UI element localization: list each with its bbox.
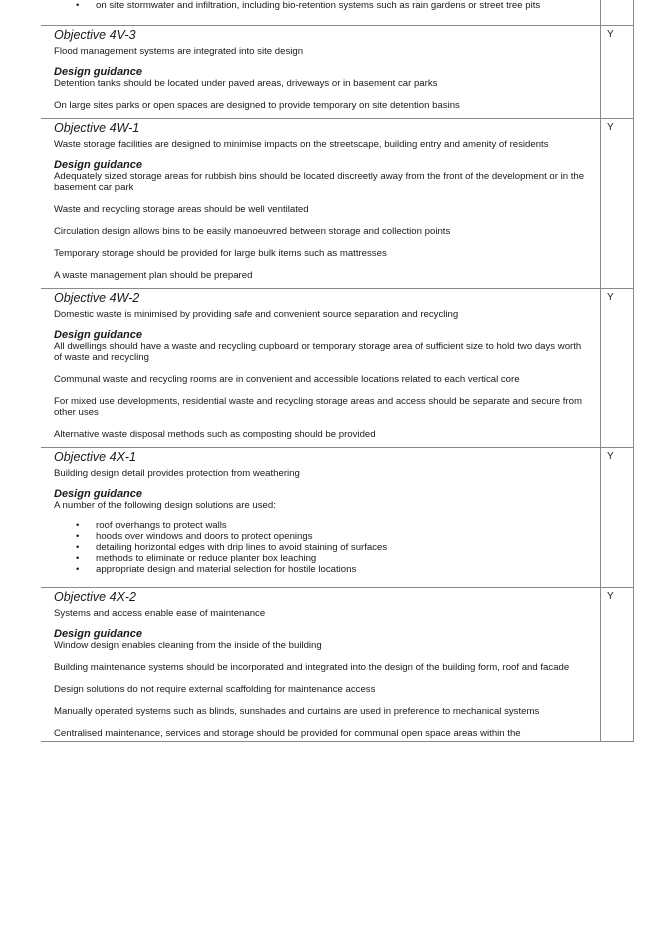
row-content (41, 26, 601, 118)
compliance-flag: Y (607, 591, 614, 602)
row-content (41, 448, 601, 587)
design-guidance-heading: Design guidance (54, 159, 143, 171)
guidance-item: Temporary storage should be provided for large bulk items such as mattresses (54, 248, 387, 259)
guidance-item: Alternative waste disposal methods such as composting should be provided (54, 429, 376, 440)
compliance-flag: Y (607, 122, 614, 133)
design-guidance-heading: Design guidance (54, 628, 143, 640)
table-row-objective-4v-3 (41, 26, 633, 119)
table-row-objective-4x-2 (41, 588, 633, 742)
objective-description: Systems and access enable ease of maintenance (54, 608, 266, 619)
objective-description: Building design detail provides protection from weathering (54, 468, 300, 479)
guidance-item: Circulation design allows bins to be easily manoeuvred between storage and collection points (54, 226, 451, 237)
row-content (41, 588, 601, 741)
row-content (41, 289, 601, 447)
objective-description: Waste storage facilities are designed to minimise impacts on the streetscape, building entry and amenity of residents (54, 139, 549, 150)
objective-title: Objective 4V-3 (54, 28, 136, 42)
table-row-fragment (41, 0, 633, 26)
table-row-objective-4w-1 (41, 119, 633, 289)
guidance-item: Building maintenance systems should be incorporated and integrated into the design of the building form, roof and facade (54, 662, 570, 673)
guidance-item: A waste management plan should be prepared (54, 270, 253, 281)
bullet-item: • appropriate design and material selection for hostile locations (96, 564, 588, 575)
row-content (41, 119, 601, 288)
guidance-item: Detention tanks should be located under paved areas, driveways or in basement car parks (54, 78, 438, 89)
row-flag (601, 0, 633, 25)
table-row-objective-4x-1 (41, 448, 633, 588)
guidance-table (41, 0, 634, 742)
objective-description: Flood management systems are integrated into site design (54, 46, 304, 57)
bullet-item: • roof overhangs to protect walls (96, 520, 588, 531)
design-guidance-heading: Design guidance (54, 66, 143, 78)
objective-title: Objective 4X-2 (54, 590, 136, 604)
compliance-flag: Y (607, 451, 614, 462)
guidance-item: All dwellings should have a waste and recycling cupboard or temporary storage area of sufficient size to hold two days worth of waste and recycling (54, 341, 582, 363)
guidance-item: Waste and recycling storage areas should be well ventilated (54, 204, 309, 215)
guidance-item: Adequately sized storage areas for rubbish bins should be located discreetly away from the front of the development or in the basement car park (54, 171, 585, 193)
guidance-item: On large sites parks or open spaces are designed to provide temporary on site detention basins (54, 100, 460, 111)
objective-title: Objective 4W-1 (54, 121, 140, 135)
design-guidance-heading: Design guidance (54, 488, 143, 500)
guidance-item: Communal waste and recycling rooms are in convenient and accessible locations related to each vertical core (54, 374, 520, 385)
objective-title: Objective 4X-1 (54, 450, 136, 464)
table-row-objective-4w-2 (41, 289, 633, 448)
compliance-flag: Y (607, 292, 614, 303)
design-guidance-heading: Design guidance (54, 329, 143, 341)
bullet-item: • methods to eliminate or reduce planter box leaching (96, 553, 588, 564)
guidance-item: For mixed use developments, residential waste and recycling storage areas and access should be separate and secure from other uses (54, 396, 582, 418)
compliance-flag: Y (607, 29, 614, 40)
bullet-item: • detailing horizontal edges with drip lines to avoid staining of surfaces (96, 542, 588, 553)
bullet-item: • on site stormwater and infiltration, including bio-retention systems such as rain gardens or street tree pits (96, 0, 588, 11)
guidance-item: Centralised maintenance, services and storage should be provided for communal open space areas within the (54, 728, 521, 739)
guidance-item: Design solutions do not require external scaffolding for maintenance access (54, 684, 376, 695)
bullet-list (54, 0, 588, 11)
guidance-intro: A number of the following design solutions are used: (54, 500, 276, 511)
guidance-item: Window design enables cleaning from the inside of the building (54, 640, 322, 651)
objective-description: Domestic waste is minimised by providing safe and convenient source separation and recycling (54, 309, 459, 320)
guidance-item: Manually operated systems such as blinds, sunshades and curtains are used in preference to mechanical systems (54, 706, 540, 717)
row-content (41, 0, 601, 25)
bullet-list (54, 520, 588, 575)
objective-title: Objective 4W-2 (54, 291, 140, 305)
bullet-item: • hoods over windows and doors to protect openings (96, 531, 588, 542)
